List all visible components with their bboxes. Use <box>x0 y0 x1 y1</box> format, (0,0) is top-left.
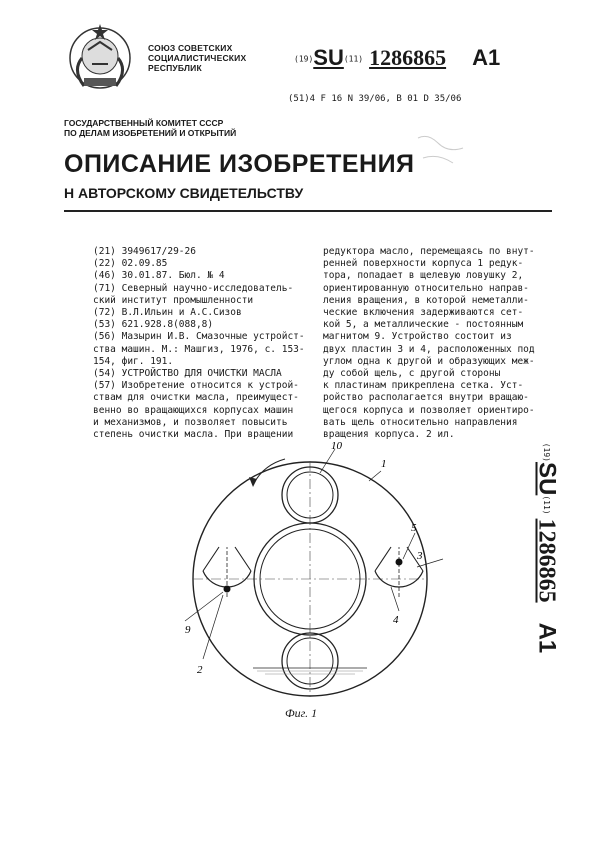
vertical-code-19: (19) <box>542 442 551 462</box>
biblio-line: (22) 02.09.85 <box>93 258 168 270</box>
abstract-line: вращения корпуса. 2 ил. <box>323 429 455 441</box>
committee-line: ГОСУДАРСТВЕННЫЙ КОМИТЕТ СССР <box>64 118 224 128</box>
label-4: 4 <box>393 614 399 626</box>
abstract-line: тора, попадает в щелевую ловушку 2, <box>323 270 524 282</box>
biblio-line: 154, фиг. 191. <box>93 355 174 367</box>
ussr-emblem-icon <box>62 20 138 96</box>
label-9: 9 <box>185 624 191 636</box>
biblio-line: (54) УСТРОЙСТВО ДЛЯ ОЧИСТКИ МАСЛА <box>93 368 282 380</box>
biblio-line: (71) Северный научно-исследователь- <box>93 282 294 294</box>
archive-stamp <box>408 128 478 181</box>
vertical-code-11: (11) <box>542 495 551 515</box>
header-rule <box>64 210 552 212</box>
biblio-line: (56) Мазырин И.В. Смазочные устройст- <box>93 331 305 343</box>
vertical-kind-code: A1 <box>533 622 561 654</box>
org-line: РЕСПУБЛИК <box>148 63 202 73</box>
biblio-line: ства машин. М.: Машгиз, 1976, с. 153- <box>93 343 305 355</box>
abstract-line: к пластинам прикреплена сетка. Уст- <box>323 380 524 392</box>
abstract-line: ческие включения задерживаются сет- <box>323 307 524 319</box>
label-2: 2 <box>197 664 203 676</box>
document-subtitle: Н АВТОРСКОМУ СВИДЕТЕЛЬСТВУ <box>64 185 304 201</box>
abstract-line: двух пластин 3 и 4, расположенных под <box>323 343 535 355</box>
right-magnet <box>396 559 403 566</box>
ipc-classification: (51)4 F 16 N 39/06, B 01 D 35/06 <box>288 94 462 104</box>
biblio-line: (57) Изобретение относится к устрой- <box>93 380 299 392</box>
left-slot-trap <box>203 547 251 597</box>
committee-line: ПО ДЕЛАМ ИЗОБРЕТЕНИЙ И ОТКРЫТИЙ <box>64 128 237 138</box>
patent-number: 1286865 <box>369 45 447 70</box>
right-slot-trap <box>375 547 423 597</box>
org-line: СОЮЗ СОВЕТСКИХ <box>148 43 233 53</box>
abstract-line: ройство располагается внутри вращаю- <box>323 392 529 404</box>
biblio-line: и механизмов, и позволяет повысить <box>93 416 288 428</box>
biblio-line: степень очистки масла. При вращении <box>93 429 294 441</box>
vertical-country-code: SU <box>533 461 561 496</box>
code-11: (11) <box>343 54 364 64</box>
country-code: SU <box>313 45 344 70</box>
biblio-line: (72) В.Л.Ильин и А.С.Сизов <box>93 307 242 319</box>
rotation-arrow <box>253 459 285 485</box>
abstract-line: щегося корпуса и позволяет ориентиро- <box>323 404 535 416</box>
abstract-line: ления вращения, в которой неметалли- <box>323 294 529 306</box>
biblio-line: ский институт промышленности <box>93 294 254 306</box>
figure-1-drawing <box>185 440 425 707</box>
abstract-line: редуктора масло, перемещаясь по внут- <box>323 246 535 257</box>
bibliographic-column <box>93 246 315 441</box>
abstract-column <box>323 246 553 441</box>
vertical-patent-number: 1286865 <box>533 518 560 603</box>
abstract-line: ориентированную относительно направ- <box>323 282 529 294</box>
abstract-line: углом одна к другой и образующих меж- <box>323 355 535 367</box>
biblio-line: (21) 3949617/29-26 <box>93 246 196 257</box>
label-1: 1 <box>381 458 387 470</box>
code-19: (19) <box>294 54 314 64</box>
abstract-line: вать щель относительно направления <box>323 416 518 428</box>
biblio-line: венно во вращающихся корпусах машин <box>93 404 294 416</box>
figure-caption: Фиг. 1 <box>285 706 318 720</box>
abstract-line: магнитом 9. Устройство состоит из <box>323 331 512 343</box>
committee-name <box>64 118 236 138</box>
label-10: 10 <box>331 440 342 452</box>
biblio-line: ствам для очистки масла, преимущест- <box>93 392 299 404</box>
abstract-line: кой 5, а металлические - постоянным <box>323 319 524 331</box>
left-magnet <box>224 586 231 593</box>
abstract-line: ду собой щель, с другой стороны <box>323 368 501 380</box>
label-3: 3 <box>417 550 423 562</box>
kind-code: A1 <box>472 45 501 70</box>
publication-number <box>294 45 500 71</box>
org-name <box>148 43 246 73</box>
document-title: ОПИСАНИЕ ИЗОБРЕТЕНИЯ <box>64 150 415 178</box>
abstract-line: ренней поверхности корпуса 1 редук- <box>323 258 524 270</box>
biblio-line: (46) 30.01.87. Бюл. № 4 <box>93 270 225 282</box>
vertical-publication-number <box>522 418 572 678</box>
biblio-line: (53) 621.928.8(088,8) <box>93 319 214 331</box>
label-5: 5 <box>411 522 417 534</box>
org-line: СОЦИАЛИСТИЧЕСКИХ <box>148 53 247 63</box>
